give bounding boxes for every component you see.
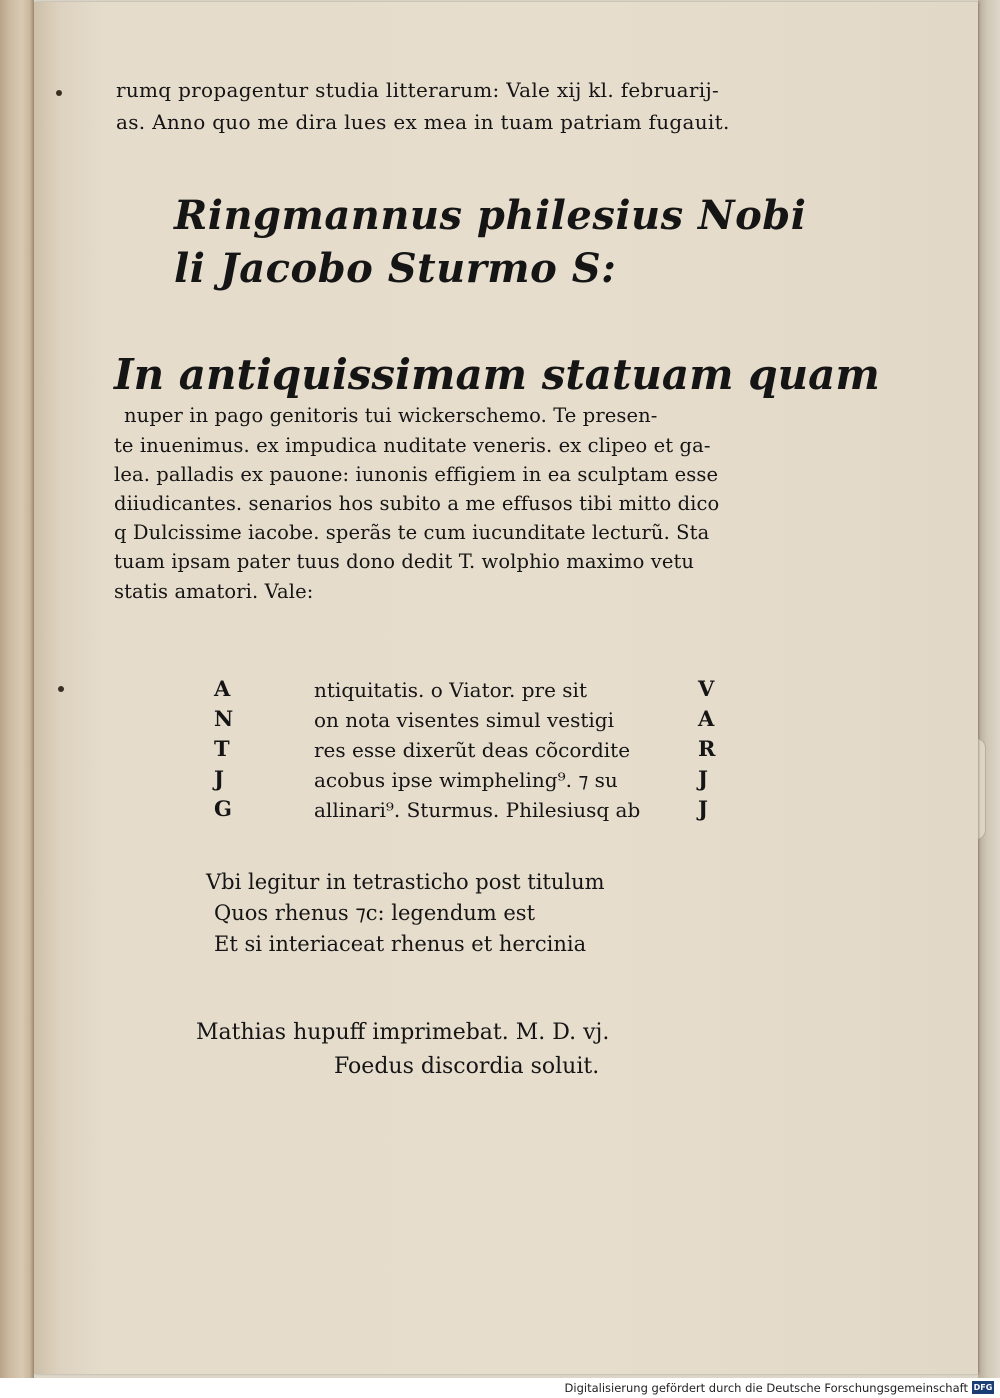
dfg-logo: DFG [973,1383,993,1392]
header-line: as. Anno quo me dira lues ex mea in tuam patriam fugauit. [116,110,730,134]
body-line: nuper in pago genitoris tui wickerschemo. Te presen- [124,404,658,427]
book-page [34,2,978,1374]
body-line: lea. palladis ex pauone: iunonis effigiem in ea sculptam esse [114,463,719,486]
poem-final: J [698,796,708,821]
title-line: Ringmannus philesius Nobi [174,192,807,239]
poem-line: on nota visentes simul vestigi [314,708,614,732]
poem-line: allinari⁹. Sturmus. Philesiusq ab [314,798,641,822]
poem-line: res esse dixerũt deas cõcordite [314,738,631,762]
poem-final: R [698,736,716,761]
left-page-edge [0,0,34,1378]
body-line: statis amatori. Vale: [114,580,314,603]
poem-initial: N [214,706,234,731]
poem-initial: T [214,736,230,761]
poem-line: ntiquitatis. o Viator. pre sit [314,678,587,702]
right-page-edge [978,0,1000,1378]
body-line: te inuenimus. ex impudica nuditate veneris. ex clipeo et ga- [114,434,711,457]
subtitle-line: In antiquissimam statuam quam [114,350,880,399]
poem-final: A [698,706,715,731]
funding-credit: Digitalisierung gefördert durch die Deutsche Forschungsgemeinschaft [564,1381,968,1395]
poem-initial: J [214,766,224,791]
colophon-line: Foedus discordia soluit. [334,1054,600,1079]
note-line: Vbi legitur in tetrasticho post titulum [206,870,605,894]
poem-line: acobus ipse wimpheling⁹. ⁊ su [314,768,618,792]
poem-initial: G [214,796,232,821]
stitch-hole [56,90,62,96]
note-line: Quos rhenus ⁊c: legendum est [214,901,536,925]
stitch-hole [58,686,64,692]
title-line: li Jacobo Sturmo S: [174,245,617,292]
body-line: q Dulcissime iacobe. sperãs te cum iucunditate lecturũ. Sta [114,521,710,544]
poem-initial: A [214,676,231,701]
note-line: Et si interiaceat rhenus et hercinia [214,932,587,956]
poem-final: V [698,676,715,701]
body-line: tuam ipsam pater tuus dono dedit T. wolphio maximo vetu [114,550,695,573]
colophon-line: Mathias hupuff imprimebat. M. D. vj. [196,1020,610,1045]
body-line: diiudicantes. senarios hos subito a me effusos tibi mitto dico [114,492,720,515]
header-line: rumq propagentur studia litterarum: Vale xij kl. februarij- [116,78,720,102]
digitization-footer [0,1378,1000,1398]
poem-final: J [698,766,708,791]
